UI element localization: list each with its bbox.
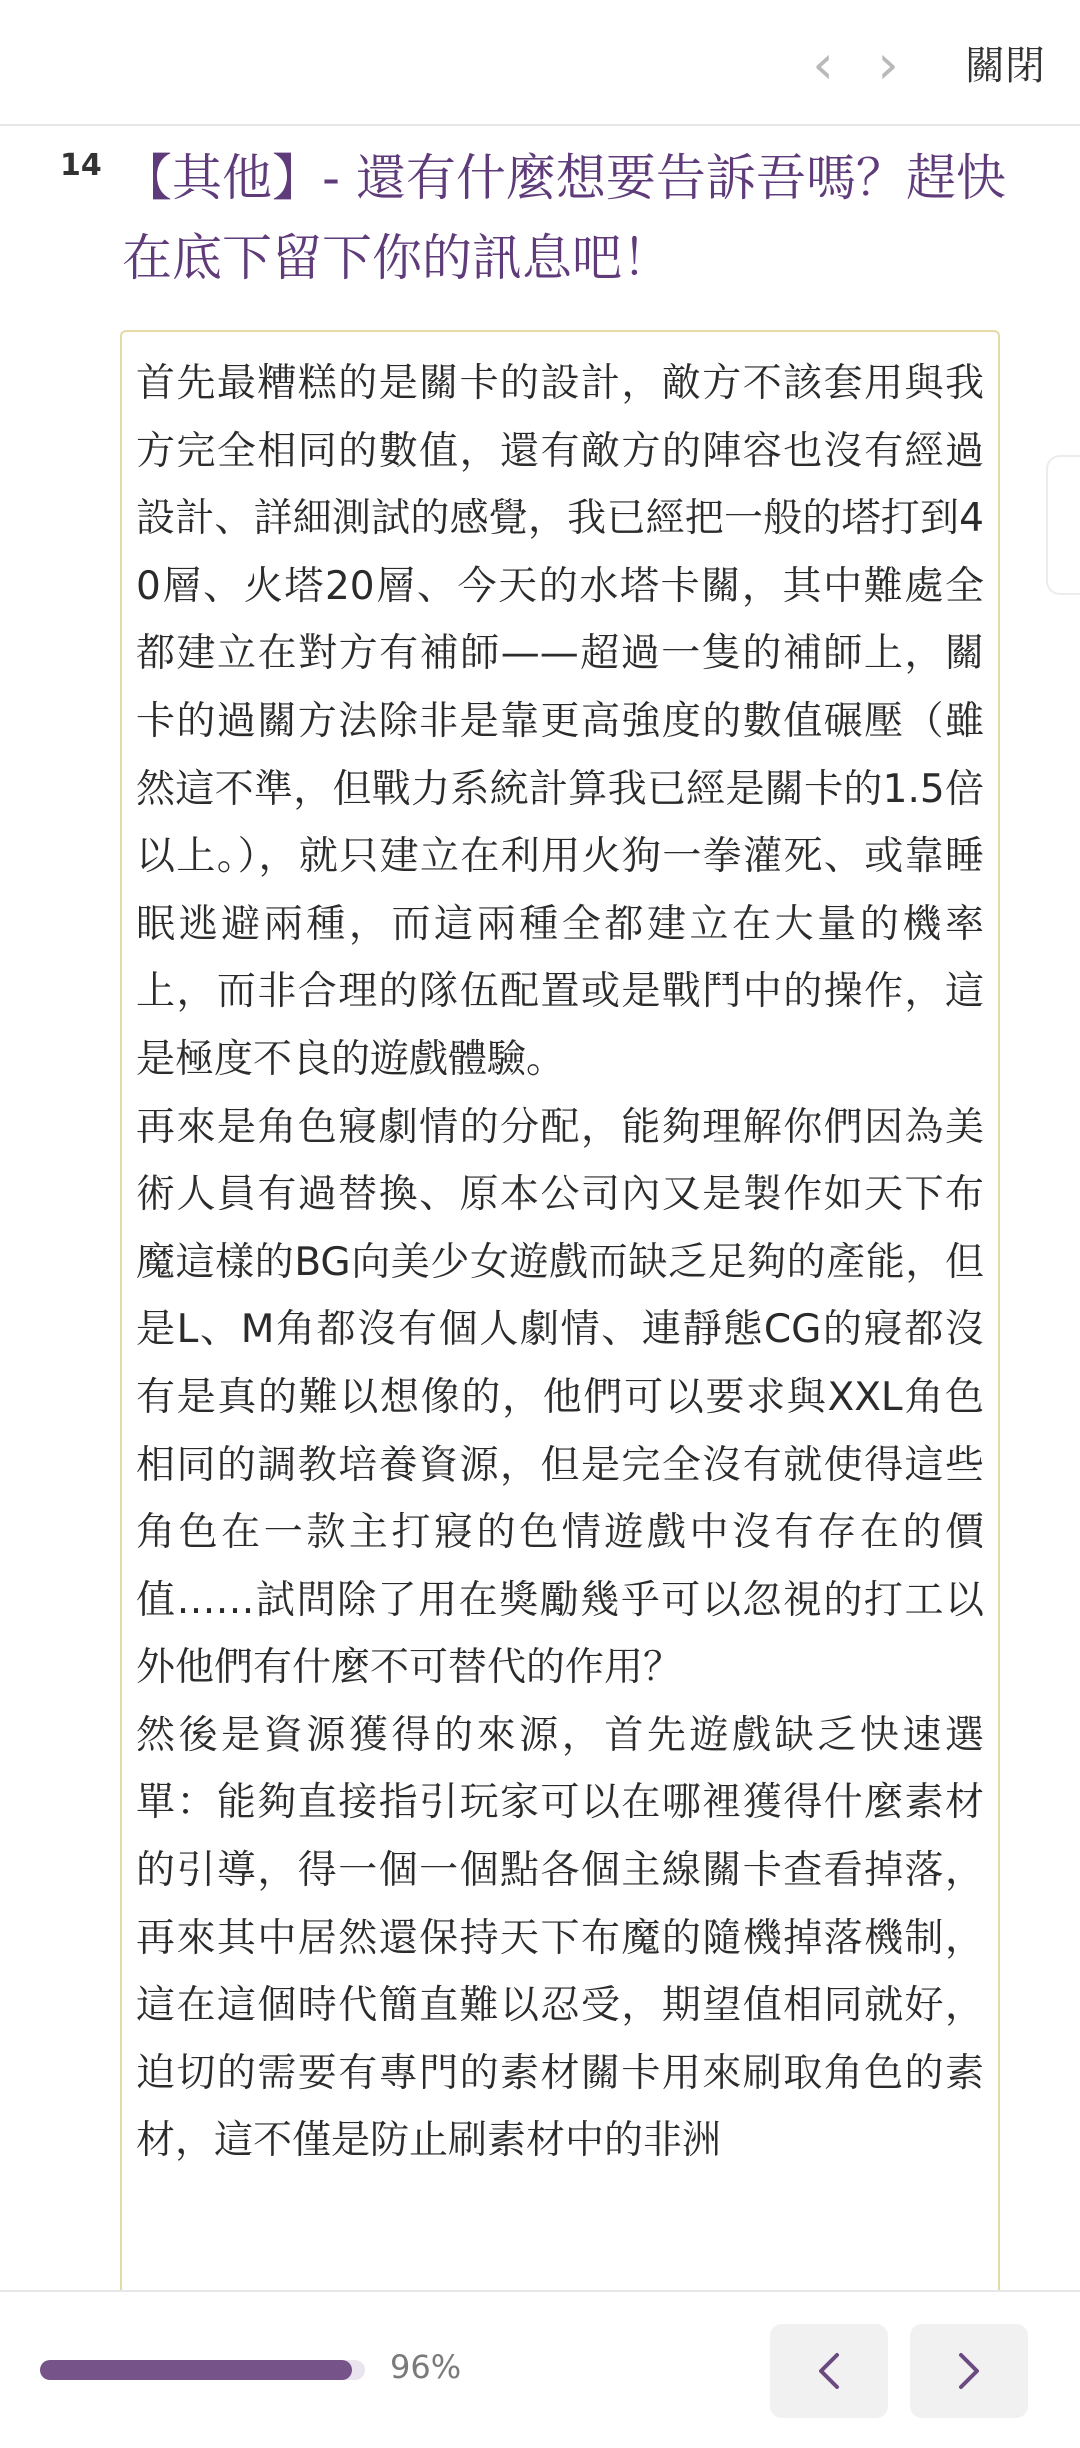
progress-percentage: 96% <box>390 2348 462 2386</box>
progress-bar <box>40 2360 365 2380</box>
chevron-right-icon <box>949 2351 989 2391</box>
next-question-icon[interactable]: › <box>877 33 899 96</box>
side-panel-handle[interactable] <box>1046 455 1080 595</box>
previous-question-icon[interactable]: ‹ <box>812 33 834 96</box>
answer-textarea[interactable] <box>120 330 1000 2330</box>
answer-text[interactable]: 首先最糟糕的是關卡的設計，敵方不該套用與我方完全相同的數值，還有敵方的陣容也沒有經過設計、詳細測試的感覺，我已經把一般的塔打到40層、火塔20層、今天的水塔卡關，其中難處全都建立在對方有補師——超過一隻的補師上，關卡的過關方法除非是靠更高強度的數值碾壓（雖然這不準，但戰力系統計算我已經是關卡的1.5倍以上。），就只建立在利用火狗一拳灌死、或靠睡眠逃避兩種，而這兩種全都建立在大量的機率上，而非合理的隊伍配置或是戰鬥中的操作，這是極度不良的遊戲體驗。 再來是角色寢劇情的分配，能夠理解你們因為美術人員有過替換、原本公司內又是製作如天下布魔這樣的BG向美少女遊戲而缺乏足夠的產能，但是L、M角都沒有個人劇情、連靜態CG的寢都沒有是真的難以想像的，他們可以要求與XXL角色相同的調教培養資源，但是完全沒有就使得這些角色在一款主打寢的色情遊戲中沒有存在的價值……試問除了用在獎勵幾乎可以忽視的打工以外他們有什麼不可替代的作用？ 然後是資源獲得的來源，首先遊戲缺乏快速選單：能夠直接指引玩家可以在哪裡獲得什麼素材的引導，得一個一個點各個主線關卡查看掉落，再來其中居然還保持天下布魔的隨機掉落機制，這在這個時代簡直難以忍受，期望值相同就好，迫切的需要有專門的素材關卡用來刷取角色的素材，這不僅是防止刷素材中的非洲 <box>136 361 984 2164</box>
chevron-left-icon <box>809 2351 849 2391</box>
bottom-bar <box>0 2290 1080 2448</box>
question-number: 14 <box>60 148 102 183</box>
top-bar <box>0 0 1080 126</box>
close-button[interactable]: 關閉 <box>965 43 1045 89</box>
progress-bar-fill <box>40 2360 352 2380</box>
question-title: 【其他】- 還有什麼想要告訴吾嗎？趕快在底下留下你的訊息吧！ <box>122 149 1006 287</box>
next-page-button[interactable] <box>910 2324 1028 2418</box>
previous-page-button[interactable] <box>770 2324 888 2418</box>
